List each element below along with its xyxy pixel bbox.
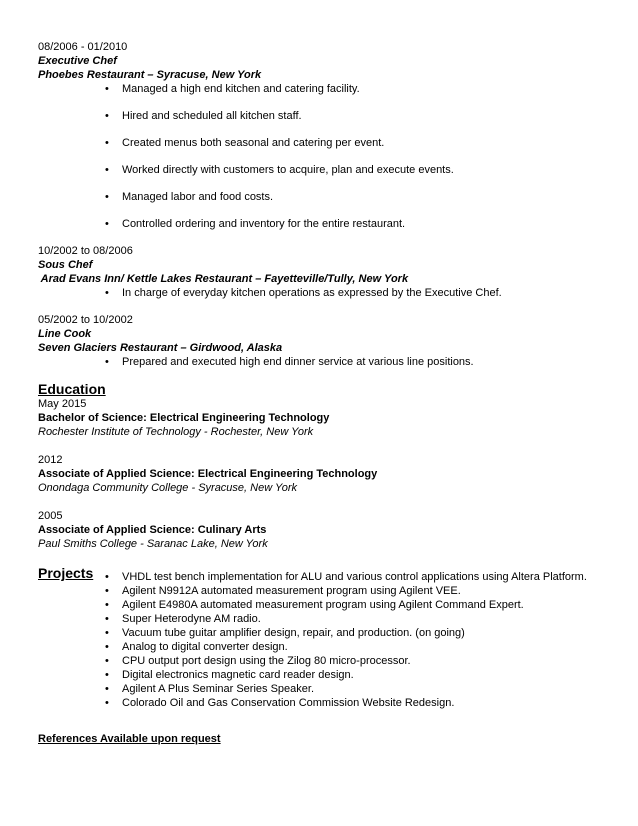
job-duties-list bbox=[38, 82, 638, 231]
education-degree: Bachelor of Science: Electrical Engineering Technology bbox=[38, 412, 330, 424]
education-heading: Education bbox=[38, 381, 106, 397]
bullet-icon: • bbox=[105, 641, 109, 653]
list-item: • Managed a high end kitchen and catering facility. bbox=[105, 83, 360, 95]
list-item: • Prepared and executed high end dinner service at various line positions. bbox=[105, 356, 474, 368]
education-school: Paul Smiths College - Saranac Lake, New York bbox=[38, 538, 268, 550]
list-item: • VHDL test bench implementation for ALU and various control applications using Altera Platform. bbox=[105, 571, 587, 583]
list-item: • Controlled ordering and inventory for the entire restaurant. bbox=[105, 218, 406, 230]
list-item: • CPU output port design using the Zilog 80 micro-processor. bbox=[105, 655, 411, 667]
education-degree: Associate of Applied Science: Culinary Arts bbox=[38, 524, 267, 536]
bullet-icon: • bbox=[105, 613, 109, 625]
job-dates: 08/2006 - 01/2010 bbox=[38, 41, 128, 53]
job-entry bbox=[38, 244, 638, 300]
bullet-icon: • bbox=[105, 669, 109, 681]
education-date: 2005 bbox=[38, 510, 63, 522]
list-item: • Agilent E4980A automated measurement program using Agilent Command Expert. bbox=[105, 599, 524, 611]
bullet-icon: • bbox=[105, 164, 109, 176]
job-employer: Arad Evans Inn/ Kettle Lakes Restaurant – Fayetteville/Tully, New York bbox=[38, 273, 409, 285]
list-item: • In charge of everyday kitchen operations as expressed by the Executive Chef. bbox=[105, 287, 502, 299]
job-dates: 10/2002 to 08/2006 bbox=[38, 245, 133, 257]
projects-section bbox=[38, 565, 638, 710]
list-item: • Managed labor and food costs. bbox=[105, 191, 274, 203]
projects-heading: Projects bbox=[38, 565, 94, 581]
list-item: • Digital electronics magnetic card reader design. bbox=[105, 669, 354, 681]
bullet-icon: • bbox=[105, 585, 109, 597]
bullet-icon: • bbox=[105, 627, 109, 639]
list-item: • Agilent A Plus Seminar Series Speaker. bbox=[105, 683, 314, 695]
education-entry bbox=[38, 509, 638, 551]
education-date: 2012 bbox=[38, 454, 63, 466]
job-duties-list bbox=[38, 355, 638, 369]
bullet-icon: • bbox=[105, 356, 109, 368]
list-item: • Worked directly with customers to acquire, plan and execute events. bbox=[105, 164, 454, 176]
job-entry bbox=[38, 313, 638, 369]
bullet-icon: • bbox=[105, 191, 109, 203]
list-item: • Super Heterodyne AM radio. bbox=[105, 613, 261, 625]
job-title: Executive Chef bbox=[38, 55, 117, 67]
list-item: • Analog to digital converter design. bbox=[105, 641, 288, 653]
education-school: Rochester Institute of Technology - Rochester, New York bbox=[38, 426, 314, 438]
list-item: • Created menus both seasonal and catering per event. bbox=[105, 137, 385, 149]
bullet-icon: • bbox=[105, 110, 109, 122]
bullet-icon: • bbox=[105, 571, 109, 583]
references-note: References Available upon request bbox=[38, 733, 221, 745]
list-item: • Vacuum tube guitar amplifier design, repair, and production. (on going) bbox=[105, 627, 465, 639]
education-entry bbox=[38, 397, 638, 439]
job-title: Sous Chef bbox=[38, 259, 93, 271]
bullet-icon: • bbox=[105, 137, 109, 149]
education-entry bbox=[38, 453, 638, 495]
list-item: • Agilent N9912A automated measurement program using Agilent VEE. bbox=[105, 585, 461, 597]
projects-list bbox=[38, 565, 638, 710]
list-item: • Hired and scheduled all kitchen staff. bbox=[105, 110, 302, 122]
bullet-icon: • bbox=[105, 287, 109, 299]
bullet-icon: • bbox=[105, 599, 109, 611]
job-title: Line Cook bbox=[38, 328, 92, 340]
job-entry bbox=[38, 40, 638, 231]
bullet-icon: • bbox=[105, 218, 109, 230]
education-school: Onondaga Community College - Syracuse, New York bbox=[38, 482, 298, 494]
education-date: May 2015 bbox=[38, 398, 87, 410]
job-employer: Phoebes Restaurant – Syracuse, New York bbox=[38, 69, 262, 81]
job-employer: Seven Glaciers Restaurant – Girdwood, Alaska bbox=[38, 342, 283, 354]
bullet-icon: • bbox=[105, 655, 109, 667]
education-degree: Associate of Applied Science: Electrical Engineering Technology bbox=[38, 468, 378, 480]
bullet-icon: • bbox=[105, 683, 109, 695]
list-item: • Colorado Oil and Gas Conservation Commission Website Redesign. bbox=[105, 697, 455, 709]
bullet-icon: • bbox=[105, 83, 109, 95]
job-duties-list bbox=[38, 286, 638, 300]
bullet-icon: • bbox=[105, 697, 109, 709]
job-dates: 05/2002 to 10/2002 bbox=[38, 314, 133, 326]
